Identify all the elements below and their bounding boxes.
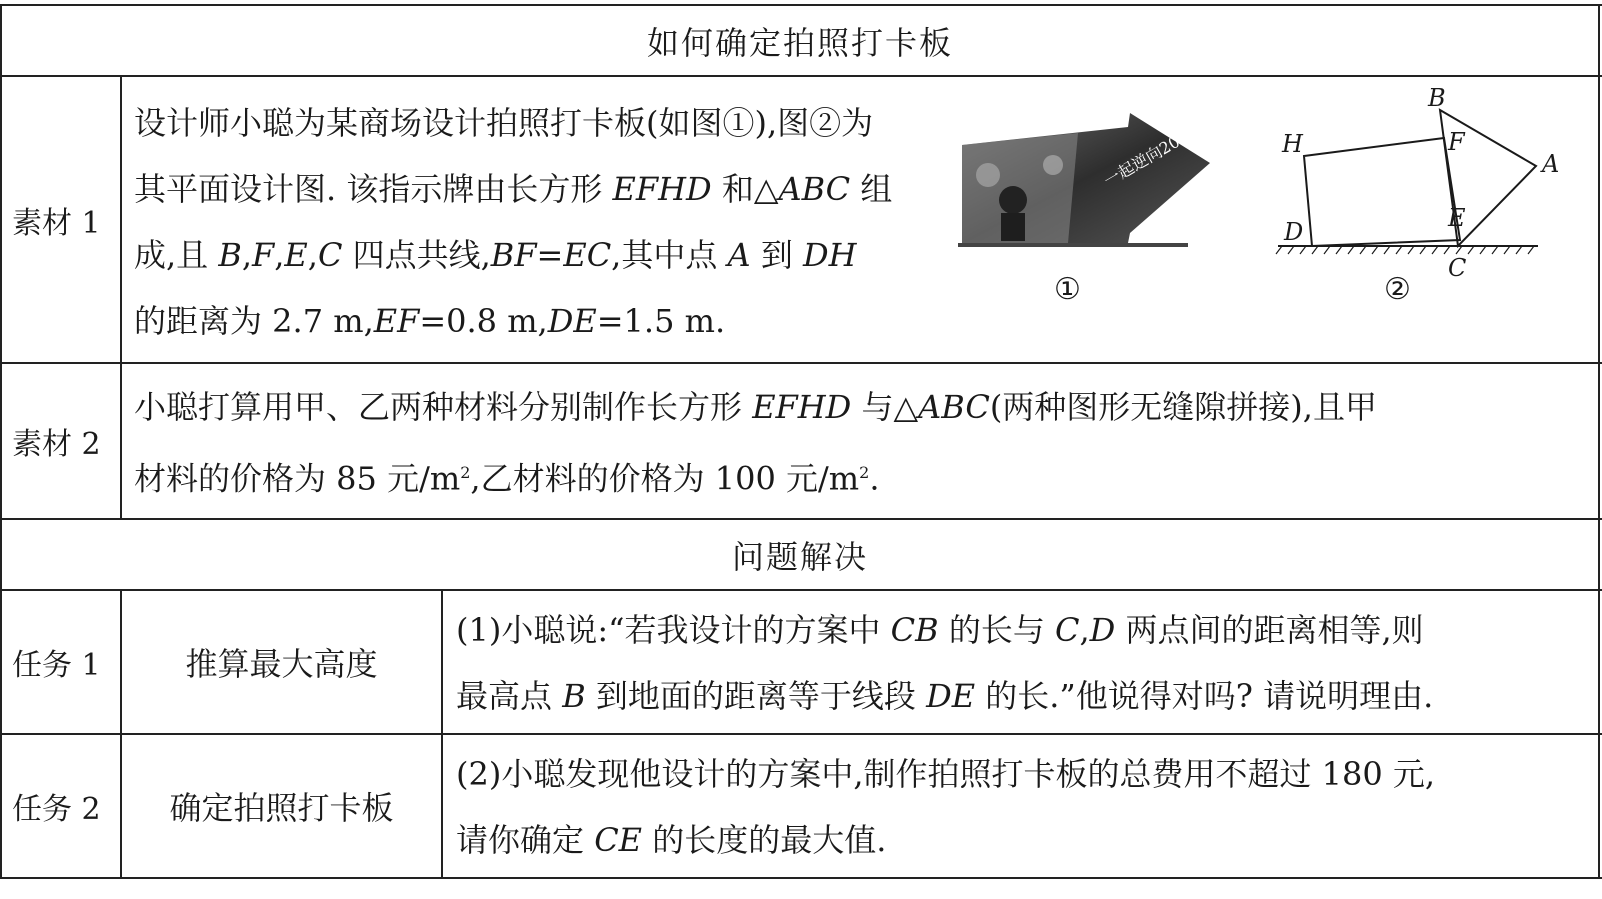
math-term: DE xyxy=(547,302,597,340)
table-border-bottom xyxy=(0,877,1602,879)
task-1-label: 任务 1 xyxy=(12,648,101,683)
math-term: D xyxy=(1089,611,1116,649)
text-span: 最高点 xyxy=(456,677,563,715)
point-label-f: F xyxy=(1448,128,1465,156)
text-span: 其平面设计图. 该指示牌由长方形 xyxy=(134,170,613,208)
text-span: , xyxy=(241,236,253,274)
ground-hatching xyxy=(1276,246,1534,254)
math-term: EFHD xyxy=(752,388,852,426)
section-title: 问题解决 xyxy=(731,537,868,576)
point-label-d: D xyxy=(1284,218,1304,246)
task-2-text xyxy=(456,741,1596,873)
superscript: 2 xyxy=(859,463,870,482)
math-term: CE xyxy=(594,821,643,859)
text-span: 材料的价格为 85 元/m xyxy=(134,459,461,498)
photo-person-body xyxy=(1001,213,1025,241)
text-span: 两点间的距离相等,则 xyxy=(1115,611,1424,649)
text-span: 的距离为 2.7 m, xyxy=(134,302,374,340)
material-2-label: 素材 2 xyxy=(12,427,101,462)
math-term: CB xyxy=(890,611,939,649)
task-2-line xyxy=(456,807,1596,873)
material-1-line xyxy=(134,288,954,354)
text-span: =1.5 m. xyxy=(596,302,726,340)
task-1-line xyxy=(456,597,1596,663)
material-1-label: 素材 1 xyxy=(12,205,101,241)
photo-decoration xyxy=(1043,155,1063,175)
text-span: ,乙材料的价格为 100 元/m xyxy=(470,459,860,498)
math-term: EFHD xyxy=(612,170,712,208)
text-span: =0.8 m, xyxy=(419,302,548,340)
math-term: F xyxy=(252,236,275,274)
math-term: BF xyxy=(490,236,537,274)
material-1-line xyxy=(134,156,954,222)
math-term: DH xyxy=(803,236,857,274)
point-label-b: B xyxy=(1428,84,1446,112)
task-1-line xyxy=(456,663,1596,729)
page-title: 如何确定拍照打卡板 xyxy=(646,23,953,62)
text-span: 设计师小聪为某商场设计拍照打卡板(如图①),图②为 xyxy=(134,104,874,142)
figure-2-caption: ② xyxy=(1384,272,1411,307)
figure-1-caption: ① xyxy=(1054,272,1081,307)
material-2-line xyxy=(134,374,1594,440)
task-2-label: 任务 2 xyxy=(12,792,101,827)
text-span: (1)小聪说:“若我设计的方案中 xyxy=(456,611,891,649)
math-term: C xyxy=(317,236,343,274)
text-span: (两种图形无缝隙拼接),且甲 xyxy=(989,388,1377,426)
math-term: ABC xyxy=(918,388,990,426)
rectangle-efhd xyxy=(1304,138,1460,246)
photo-slogan: 一起逆向2024 xyxy=(1100,121,1201,191)
table-rule xyxy=(0,75,1602,77)
text-span: 四点共线, xyxy=(342,236,491,274)
photo-board-figure xyxy=(958,105,1218,255)
math-term: A xyxy=(727,236,751,274)
material-1-text xyxy=(134,90,954,354)
material-2-line xyxy=(134,440,1594,512)
text-span: 小聪打算用甲、乙两种材料分别制作长方形 xyxy=(134,388,753,426)
math-term: EF xyxy=(373,302,420,340)
math-term: B xyxy=(218,236,242,274)
math-term: E xyxy=(284,236,308,274)
photo-decoration xyxy=(976,163,1000,187)
math-term: ABC xyxy=(778,170,851,208)
task-1-name: 推算最大高度 xyxy=(185,645,378,683)
text-span: 的长.”他说得对吗? 请说明理由. xyxy=(975,677,1434,715)
task-2-line: (2)小聪发现他设计的方案中,制作拍照打卡板的总费用不超过 180 元, xyxy=(456,755,1436,793)
point-label-a: A xyxy=(1542,150,1560,178)
table-rule xyxy=(441,589,443,879)
text-span: , xyxy=(1079,611,1090,649)
text-span: ,其中点 xyxy=(611,236,728,274)
table-rule xyxy=(120,75,122,520)
text-span: , xyxy=(274,236,285,274)
text-span: 的长与 xyxy=(938,611,1056,649)
material-1-line xyxy=(134,222,954,288)
text-span: 组 xyxy=(850,170,893,208)
text-span: 到 xyxy=(750,236,803,274)
point-label-c: C xyxy=(1448,254,1467,282)
table-border-right xyxy=(1598,4,1600,879)
text-span: 请你确定 xyxy=(456,821,595,859)
text-span: 与△ xyxy=(851,388,919,426)
superscript: 2 xyxy=(460,463,471,482)
text-span: 和△ xyxy=(711,170,779,208)
math-term: B xyxy=(562,677,586,715)
text-span: , xyxy=(307,236,318,274)
task-1-text xyxy=(456,597,1596,729)
math-term: DE xyxy=(926,677,976,715)
point-label-e: E xyxy=(1448,204,1466,232)
material-1-line xyxy=(134,90,954,156)
text-span: 的长度的最大值. xyxy=(642,821,887,859)
text-span: . xyxy=(869,459,880,498)
photo-base xyxy=(958,243,1188,247)
math-term: EC xyxy=(563,236,612,274)
task-2-name: 确定拍照打卡板 xyxy=(169,789,394,827)
math-term: C xyxy=(1055,611,1080,649)
material-2-text xyxy=(134,374,1594,512)
text-span: 成,且 xyxy=(134,236,219,274)
text-span: 到地面的距离等于线段 xyxy=(585,677,927,715)
text-span: = xyxy=(536,236,564,274)
point-label-h: H xyxy=(1282,130,1303,158)
photo-person xyxy=(999,186,1027,214)
table-rule xyxy=(0,362,1602,364)
geometry-diagram xyxy=(1268,80,1568,300)
